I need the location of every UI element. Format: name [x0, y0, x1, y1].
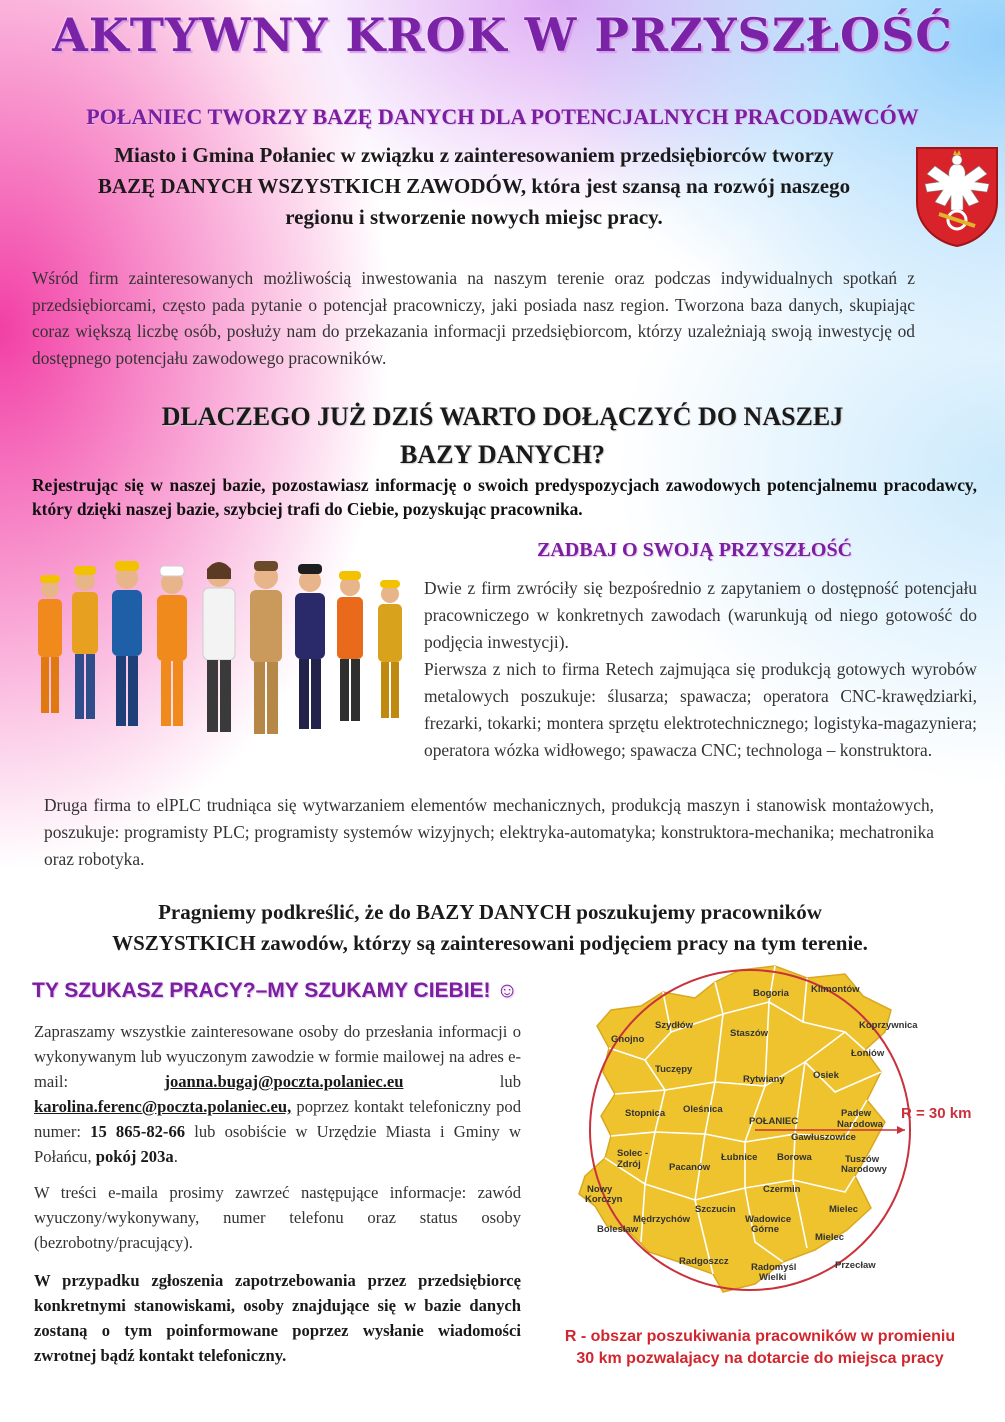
emphasis-line: WSZYSTKICH zawodów, którzy są zainteresowani podjęciem pracy na tym terenie. — [112, 931, 868, 955]
room-number: pokój 203a — [95, 1147, 174, 1166]
elplc-paragraph — [44, 792, 934, 873]
intro-line: BAZĘ DANYCH WSZYSTKICH ZAWODÓW, która jest szansą na rozwój naszego — [97, 174, 851, 198]
intro-line: regionu i stworzenie nowych miejsc pracy. — [285, 205, 663, 229]
worker-figures — [38, 561, 402, 734]
why-heading-line: DLACZEGO JUŻ DZIŚ WARTO DOŁĄCZYĆ DO NASZEJ — [161, 402, 844, 431]
town-label: Czermin — [763, 1184, 801, 1195]
email-content-info: W treści e-maila prosimy zawrzeć następujące informacje: zawód wyuczony/wykonywany, numer telefonu oraz status osoby (bezrobotny/pracujący). — [34, 1183, 521, 1252]
town-label: Bolesław — [597, 1224, 639, 1235]
town-label: Tuczępy — [655, 1064, 693, 1075]
town-label: Bogoria — [753, 988, 789, 999]
contact-text: poprzez kontakt telefoniczny pod numer: — [34, 1097, 521, 1141]
town-label: Gnojno — [611, 1034, 645, 1045]
contact-text: Zapraszamy wszystkie zainteresowane osoby do przesłania informacji o wykonywanym lub wyuczonym zawodzie w formie mailowej na adres e-mail: — [34, 1022, 521, 1091]
town-label: Mędrzychów — [633, 1214, 691, 1225]
phone-number: 15 865-82-66 — [90, 1122, 186, 1141]
town-label: Łoniów — [851, 1048, 885, 1059]
map-caption-line: R - obszar poszukiwania pracowników w promieniu — [564, 1328, 956, 1345]
contact-text: . — [173, 1147, 178, 1166]
emphasis-text — [40, 897, 940, 959]
elplc-text: Druga firma to elPLC trudniąca się wytwarzaniem elementów mechanicznych, produkcją maszyn i stanowisk montażowych, poszukuje: programisty PLC; programisty systemów wizyjnych; elektryka-automatyka; konstruktora-mechanika; mechatronika oraz robotyka. — [44, 795, 934, 869]
map-caption-line: 30 km pozwalajacy na dotarcie do miejsca pracy — [576, 1350, 944, 1367]
town-label: Narodowa — [837, 1119, 883, 1130]
firms-paragraph: Dwie z firm zwróciły się bezpośrednio z zapytaniem o dostępność potencjału pracowniczego w konkretnych zawodach (warunkują od niego gotowość do podjęcia inwestycji). — [424, 578, 977, 652]
map-caption — [540, 1326, 980, 1370]
town-label: Padew — [841, 1108, 872, 1119]
intro-line: Miasto i Gmina Połaniec w związku z zainteresowaniem przedsiębiorców tworzy — [114, 143, 834, 167]
page-subtitle: POŁANIEC TWORZY BAZĘ DANYCH DLA POTENCJALNYCH PRACODAWCÓW — [86, 104, 919, 129]
town-label: Radgoszcz — [679, 1256, 729, 1267]
town-label: Gawłuszowice — [791, 1132, 856, 1143]
town-label: Narodowy — [841, 1164, 887, 1175]
town-label: Szydłów — [655, 1020, 694, 1031]
town-label: Staszów — [730, 1028, 769, 1039]
employer-notice: W przypadku zgłoszenia zapotrzebowania przez przedsiębiorcę konkretnymi stanowiskami, osoby znajdujące się w bazie danych zostaną o tym poinformowane poprzez wysłanie wiadomości zwrotnej bądź kontakt telefoniczny. — [34, 1271, 521, 1365]
town-label: Stopnica — [625, 1108, 666, 1119]
town-label: Wielki — [759, 1272, 787, 1283]
firms-text — [424, 575, 977, 764]
town-label: Zdrój — [617, 1159, 641, 1170]
town-label: Klimontów — [811, 984, 860, 995]
town-label: Górne — [751, 1224, 779, 1235]
job-search-heading: TY SZUKASZ PRACY?–MY SZUKAMY CIEBIE! ☺ — [32, 979, 518, 1002]
why-join-heading — [90, 398, 915, 474]
town-label: Wadowice — [745, 1214, 792, 1225]
town-label: Łubnice — [721, 1152, 758, 1163]
town-label: Koprzywnica — [859, 1020, 918, 1031]
town-label: Osiek — [813, 1070, 839, 1081]
radius-label: R = 30 km — [901, 1105, 972, 1122]
town-label: Radomyśl — [751, 1262, 797, 1273]
town-label: Pacanów — [669, 1162, 711, 1173]
town-label: Solec - — [617, 1148, 649, 1159]
region-map — [545, 962, 1000, 1322]
email-link-bugaj[interactable]: joanna.bugaj@poczta.polaniec.eu — [164, 1072, 404, 1091]
town-label: Korczyn — [585, 1194, 623, 1205]
retech-paragraph: Pierwsza z nich to firma Retech zajmująca się produkcją gotowych wyrobów metalowych poszukuje: ślusarza; spawacza; operatora CNC-krawędziarki, frezarki, tokarki; montera sprzętu elektrotechnicznego; logistyka-magazyniera; operatora wózka widłowego; spawacza CNC; technologa – konstruktora. — [424, 659, 977, 760]
future-heading: ZADBAJ O SWOJĄ PRZYSZŁOŚĆ — [537, 539, 853, 561]
town-label: Szczucin — [695, 1204, 736, 1215]
why-heading-line: BAZY DANYCH? — [400, 440, 605, 469]
coat-of-arms-icon — [913, 144, 1001, 248]
intro-text — [40, 140, 908, 233]
workers-image — [22, 545, 422, 740]
town-label: Mielec — [829, 1204, 859, 1215]
contact-text: lub osobiście w Urzędzie Miasta i Gminy w Połańcu, — [34, 1122, 521, 1166]
why-join-text: Rejestrując się w naszej bazie, pozostawiasz informację o swoich predyspozycjach zawodowych potencjalnemu pracodawcy, który dzięki naszej bazie, szybciej trafi do Ciebie, pozyskując pracownika. — [32, 475, 977, 519]
town-label: Borowa — [777, 1152, 812, 1163]
contact-paragraph — [34, 1019, 521, 1169]
town-label: Mielec — [815, 1232, 845, 1243]
page-title: AKTYWNY KROK W PRZYSZŁOŚĆ — [52, 8, 953, 62]
town-label: Tuszów — [845, 1154, 880, 1165]
town-label: Rytwiany — [743, 1074, 785, 1085]
intro-paragraph: Wśród firm zainteresowanych możliwością inwestowania na naszym terenie oraz podczas indywidualnych spotkań z przedsiębiorcami, często pada pytanie o potencjał pracowniczy, jaki posiada nasz region. Tworzona baza danych, skupiając coraz większą liczbę osób, posłuży nam do przekazania informacji przedsiębiorcom, którzy uzależniają swoją inwestycję od dostępnego potencjału zawodowego pracowników. — [32, 268, 915, 368]
town-label: Przecław — [835, 1260, 876, 1271]
email-link-ferenc[interactable]: karolina.ferenc@poczta.polaniec.eu, — [34, 1097, 292, 1116]
town-label: POŁANIEC — [749, 1116, 799, 1127]
emphasis-line: Pragniemy podkreślić, że do BAZY DANYCH poszukujemy pracowników — [158, 900, 822, 924]
contact-text: lub — [403, 1072, 521, 1091]
town-label: Nowy — [587, 1184, 613, 1195]
town-label: Oleśnica — [683, 1104, 723, 1115]
